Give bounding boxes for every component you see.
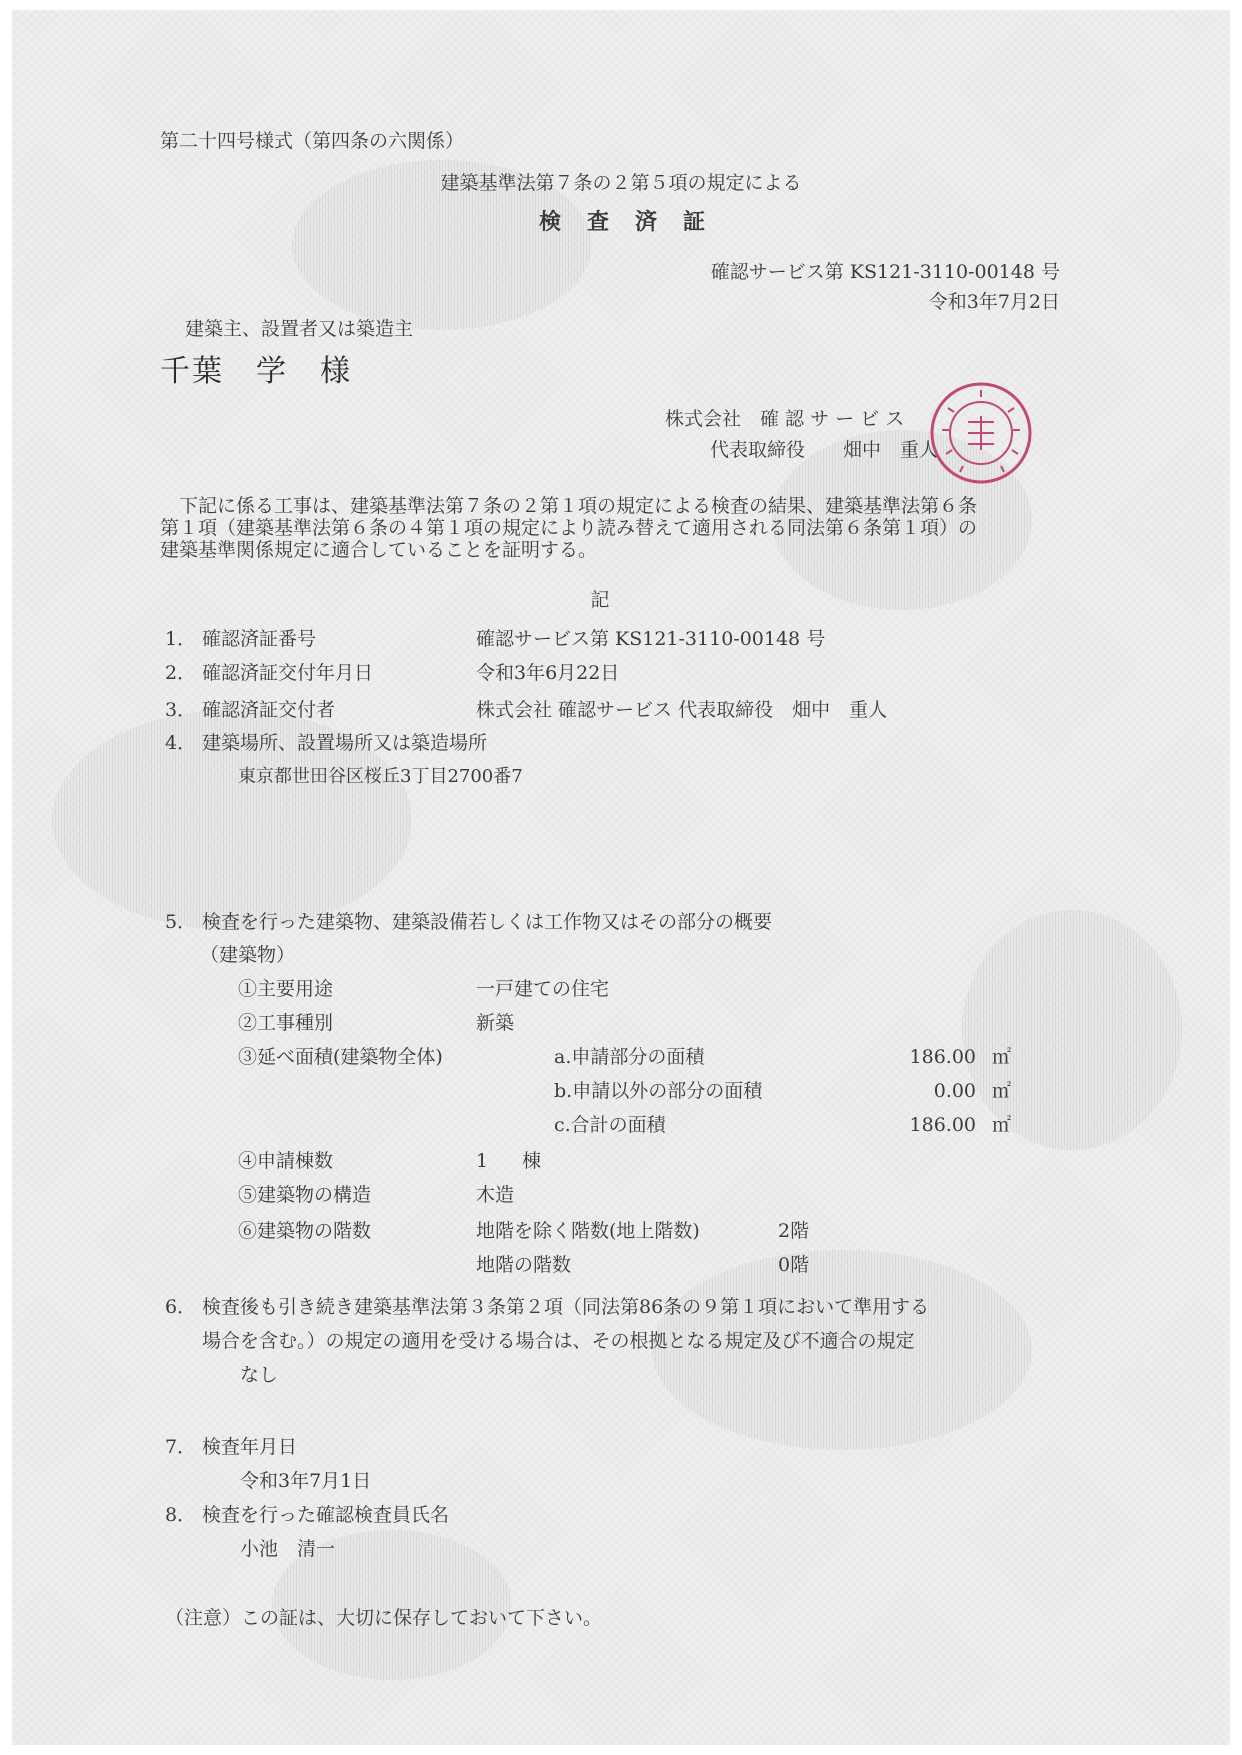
body-line: 第１項（建築基準法第６条の４第１項の規定により読み替えて適用される同法第６条第１項）の — [160, 517, 978, 539]
area-unit: ㎡ — [992, 1114, 1012, 1136]
item-text: 検査後も引き続き建築基準法第３条第２項（同法第86条の９第１項において準用する — [202, 1296, 930, 1318]
item-value: 確認サービス第 KS121-3110-00148 号 — [476, 628, 826, 650]
detail-value: 1 — [476, 1150, 489, 1172]
item-number: 2． — [165, 662, 197, 684]
document-title: 検査済証 — [538, 209, 731, 235]
item-label: 検査を行った建築物、建築設備若しくは工作物又はその部分の概要 — [202, 911, 773, 933]
item-number: 1． — [165, 628, 197, 650]
floors-value: 2階 — [778, 1220, 810, 1242]
item-label: 検査年月日 — [202, 1436, 298, 1458]
area-value: 0.00 — [933, 1080, 976, 1102]
certificate-number: 確認サービス第 KS121-3110-00148 号 — [710, 261, 1060, 283]
issuer-company: 株式会社 確 認 サ ー ビ ス — [665, 408, 905, 430]
detail-value: 木造 — [476, 1184, 515, 1206]
area-value: 186.00 — [909, 1114, 976, 1136]
item-number: 3． — [165, 699, 197, 721]
detail-unit: 棟 — [522, 1150, 542, 1172]
item-number: 4． — [165, 732, 197, 754]
detail-value: 新築 — [476, 1012, 515, 1034]
area-unit: ㎡ — [992, 1046, 1012, 1068]
item-number: 7． — [165, 1436, 197, 1458]
item-label: 確認済証番号 — [202, 628, 317, 650]
area-unit: ㎡ — [992, 1080, 1012, 1102]
issuer-representative: 代表取締役 畑中 重人 — [710, 439, 939, 461]
floors-value: 0階 — [778, 1254, 810, 1276]
item-label: 建築場所、設置場所又は築造場所 — [202, 732, 488, 754]
item-label: 確認済証交付年月日 — [202, 662, 374, 684]
body-line: 下記に係る工事は、建築基準法第７条の２第１項の規定による検査の結果、建築基準法第６条 — [160, 495, 978, 517]
detail-label: ①主要用途 — [238, 978, 334, 1000]
addressee-role: 建築主、設置者又は築造主 — [185, 318, 414, 340]
area-value: 186.00 — [909, 1046, 976, 1068]
item-label: 検査を行った確認検査員氏名 — [202, 1504, 450, 1526]
floors-label: 地階の階数 — [476, 1254, 572, 1276]
addressee-name: 千葉 学 様 — [160, 354, 352, 389]
item-value: 小池 清一 — [240, 1538, 336, 1560]
issue-date: 令和3年7月2日 — [928, 291, 1060, 313]
item-value: 令和3年6月22日 — [476, 662, 620, 684]
form-number: 第二十四号様式（第四条の六関係） — [160, 130, 465, 152]
detail-label: ③延べ面積(建築物全体) — [238, 1046, 443, 1068]
item-value: 令和3年7月1日 — [240, 1470, 372, 1492]
detail-value: 一戸建ての住宅 — [476, 978, 610, 1000]
detail-label: ②工事種別 — [238, 1012, 334, 1034]
ki-heading: 記 — [590, 589, 610, 611]
item-number: 6． — [165, 1296, 197, 1318]
floors-label: 地階を除く階数(地上階数) — [476, 1220, 700, 1242]
item-category: （建築物） — [200, 944, 296, 966]
detail-label: ④申請棟数 — [238, 1150, 334, 1172]
item-text: 場合を含む。）の規定の適用を受ける場合は、その根拠となる規定及び不適合の規定 — [202, 1330, 915, 1352]
area-label: a.申請部分の面積 — [554, 1046, 705, 1068]
body-line: 建築基準関係規定に適合していることを証明する。 — [160, 539, 598, 561]
item-value: 株式会社 確認サービス 代表取締役 畑中 重人 — [476, 699, 888, 721]
item-number: 8． — [165, 1504, 197, 1526]
item-number: 5． — [165, 911, 197, 933]
area-label: b.申請以外の部分の面積 — [554, 1080, 763, 1102]
footer-note: （注意）この証は、大切に保存しておいて下さい。 — [165, 1607, 603, 1629]
item-label: 確認済証交付者 — [202, 699, 336, 721]
detail-label: ⑥建築物の階数 — [238, 1220, 372, 1242]
item-value: なし — [240, 1364, 279, 1386]
item-value: 東京都世田谷区桜丘3丁目2700番7 — [238, 766, 523, 787]
company-seal — [928, 380, 1034, 486]
legal-basis: 建築基準法第７条の２第５項の規定による — [440, 172, 802, 194]
detail-label: ⑤建築物の構造 — [238, 1184, 372, 1206]
area-label: c.合計の面積 — [554, 1114, 666, 1136]
